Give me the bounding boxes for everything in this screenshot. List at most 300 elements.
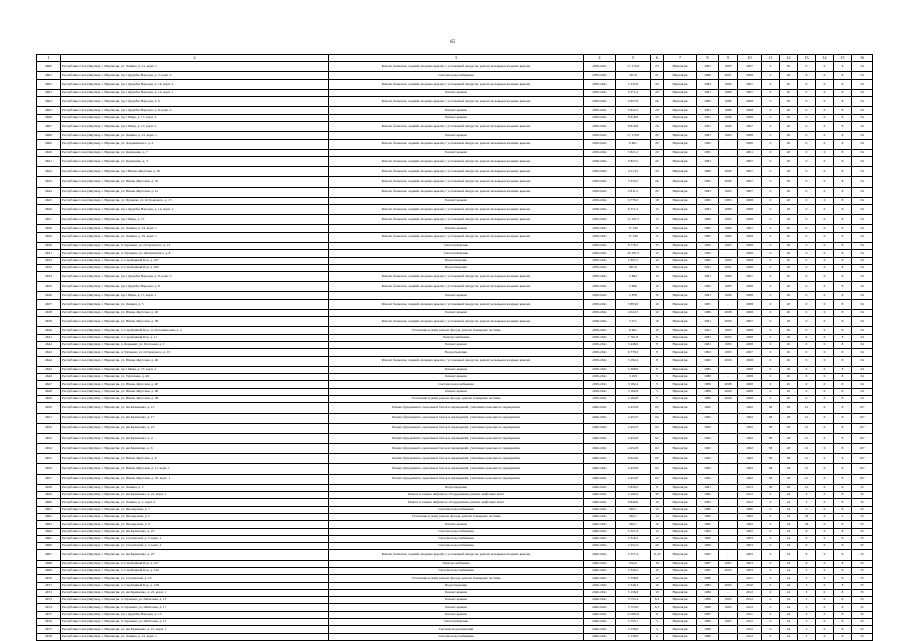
- cell-c11: 0: [762, 177, 780, 187]
- cell-c11: 0: [762, 250, 780, 257]
- cell-work-type: Система водоснабжения: [329, 381, 584, 388]
- cell-year-1: 1986: [719, 107, 738, 114]
- cell-c11: 0: [762, 349, 780, 356]
- cell-year-2: 1962: [738, 464, 762, 474]
- cell-c15: 8: [834, 317, 852, 327]
- cell-address: Республика Саха (Якутия), г. Нерюнгри, ул. Ленина, д. 21, корп. 1: [61, 62, 329, 72]
- cell-period: 2040-2041: [584, 535, 616, 542]
- cell-c15: 8: [834, 299, 852, 309]
- cell-municipality: Нерюнгри: [664, 433, 697, 443]
- cell-period: 2039-2041: [584, 97, 616, 107]
- cell-c14: 0: [816, 604, 834, 611]
- cell-area: 3 182,4: [616, 356, 651, 366]
- cell-address: Республика Саха (Якутия), г. Нерюнгри, ул. Строителей, д. 5, корп. 1: [61, 535, 329, 542]
- cell-c14: 0: [816, 122, 834, 132]
- cell-c15: 8: [834, 107, 852, 114]
- table-row: [37, 264, 873, 271]
- cell-c11: 0: [762, 225, 780, 232]
- cell-year-1: -: [719, 575, 738, 582]
- cell-c11: 0: [762, 292, 780, 299]
- cell-wear: 20: [651, 132, 664, 139]
- cell-c16: 107: [852, 413, 873, 423]
- cell-c11: 0: [762, 626, 780, 633]
- cell-c11: 0: [762, 264, 780, 271]
- cell-year-1: -: [719, 366, 738, 373]
- cell-c15: 8: [834, 484, 852, 491]
- cell-c12: 20: [780, 197, 798, 204]
- cell-c13: 0: [798, 215, 816, 225]
- cell-work-type: Ремонт крыши: [329, 309, 584, 316]
- cell-row-number: 4670: [37, 575, 61, 582]
- cell-c14: 0: [816, 342, 834, 349]
- cell-c16: 34: [852, 334, 873, 341]
- cell-c16: 34: [852, 149, 873, 156]
- cell-year-1: 1985: [719, 79, 738, 89]
- cell-c11: 0: [762, 187, 780, 197]
- cell-year-built: 1985: [697, 582, 719, 589]
- cell-year-1: 1993: [719, 604, 738, 611]
- cell-c15: 8: [834, 575, 852, 582]
- cell-c14: 0: [816, 242, 834, 249]
- cell-address: Республика Саха (Якутия), г. Нерюнгри, ул. Строителей, д. 3, корп. 2: [61, 543, 329, 550]
- cell-c12: 20: [780, 89, 798, 96]
- table-row: [37, 413, 873, 423]
- cell-c13: 0: [798, 167, 816, 177]
- cell-year-2: 2007: [738, 349, 762, 356]
- cell-c14: 0: [816, 633, 834, 640]
- cell-period: 2040-2041: [584, 423, 616, 433]
- cell-municipality: Нерюнгри: [664, 79, 697, 89]
- cell-year-1: 1995: [719, 215, 738, 225]
- cell-c15: 8: [834, 272, 852, 282]
- table-row: [37, 597, 873, 604]
- cell-c12: 26: [780, 205, 798, 215]
- cell-address: Республика Саха (Якутия), г. Нерюнгри, ул. Ленина, д. 21, корп. 1: [61, 132, 329, 139]
- cell-work-type: Ремонт фундамента, цокольных балок и перекрытий, утепление цокольного перекрытия: [329, 403, 584, 413]
- table-row: [37, 79, 873, 89]
- cell-address: Республика Саха (Якутия), г. Нерюнгри, ул. Южно-Якутская, д. 48: [61, 388, 329, 395]
- cell-c13: 0: [798, 232, 816, 242]
- cell-year-2: 2008: [738, 114, 762, 121]
- cell-municipality: Нерюнгри: [664, 157, 697, 167]
- cell-row-number: 4624: [37, 187, 61, 197]
- cell-period: 2039-2041: [584, 167, 616, 177]
- column-header: 7: [664, 55, 697, 62]
- cell-c16: 35: [852, 575, 873, 582]
- cell-c12: 24: [780, 499, 798, 506]
- cell-c16: 34: [852, 374, 873, 381]
- cell-period: 2039-2041: [584, 396, 616, 403]
- cell-work-type: Ремонт балконов, лоджий, входных крылец с установкой пандусов, ремонт козырьков входных крылец: [329, 282, 584, 292]
- cell-period: 2039-2041: [584, 72, 616, 79]
- cell-area: 5 357,4: [616, 550, 651, 560]
- cell-municipality: Нерюнгри: [664, 292, 697, 299]
- cell-c15: 8: [834, 413, 852, 423]
- cell-c15: 8: [834, 149, 852, 156]
- cell-area: 3 182,8: [616, 388, 651, 395]
- cell-work-type: Ремонт фундамента, цокольных балок и перекрытий, утепление цокольного перекрытия: [329, 454, 584, 464]
- cell-period: 2040-2041: [584, 444, 616, 454]
- cell-area: 17 240: [616, 225, 651, 232]
- cell-c13: 18: [798, 521, 816, 528]
- cell-area: 5 825,5: [616, 157, 651, 167]
- cell-work-type: Утепление и (или) ремонт фасада, ремонт пожарных лестниц: [329, 575, 584, 582]
- cell-c11: 0: [762, 396, 780, 403]
- cell-work-type: Ремонт балконов, лоджий, входных крылец с установкой пандусов, ремонт козырьков входных крылец: [329, 79, 584, 89]
- cell-c15: 8: [834, 374, 852, 381]
- cell-period: 2040-2041: [584, 474, 616, 484]
- cell-c13: 3: [798, 633, 816, 640]
- cell-period: 2039-2041: [584, 79, 616, 89]
- cell-year-built: 1992: [697, 139, 719, 149]
- cell-address: Республика Саха (Якутия), г. Нерюнгри, ул. Южно-Якутская, д. 38: [61, 317, 329, 327]
- cell-municipality: Нерюнгри: [664, 257, 697, 264]
- cell-municipality: Нерюнгри: [664, 232, 697, 242]
- cell-c11: 58: [762, 474, 780, 484]
- cell-c16: 35: [852, 535, 873, 542]
- table-row: [37, 521, 873, 528]
- cell-work-type: Ремонт балконов, лоджий, входных крылец с установкой пандусов, ремонт козырьков входных крылец: [329, 299, 584, 309]
- cell-year-1: -: [719, 626, 738, 633]
- cell-row-number: 4657: [37, 474, 61, 484]
- table-row: [37, 72, 873, 79]
- cell-year-1: -: [719, 474, 738, 484]
- cell-c11: 0: [762, 197, 780, 204]
- cell-row-number: 4600: [37, 62, 61, 72]
- cell-year-2: 2008: [738, 215, 762, 225]
- cell-c11: 0: [762, 388, 780, 395]
- cell-c14: 0: [816, 444, 834, 454]
- cell-period: 2040-2041: [584, 433, 616, 443]
- cell-year-1: 1983: [719, 342, 738, 349]
- cell-municipality: Нерюнгри: [664, 514, 697, 521]
- cell-year-1: 1993: [719, 349, 738, 356]
- cell-c14: 0: [816, 396, 834, 403]
- cell-area: 962,7: [616, 521, 651, 528]
- cell-municipality: Нерюнгри: [664, 132, 697, 139]
- cell-wear: 12: [651, 528, 664, 535]
- cell-address: Республика Саха (Якутия), г. Нерюнгри, ул. им Кравченко, д. 19: [61, 423, 329, 433]
- cell-municipality: Нерюнгри: [664, 327, 697, 334]
- cell-work-type: Ремонт балконов, лоджий, входных крылец с установкой пандусов, ремонт козырьков входных крылец: [329, 62, 584, 72]
- cell-c13: 3: [798, 567, 816, 574]
- cell-address: Республика Саха (Якутия), г. Нерюнгри, ул. им Кравченко, д. 6: [61, 444, 329, 454]
- cell-c13: 0: [798, 388, 816, 395]
- cell-c14: 0: [816, 560, 834, 567]
- cell-c15: 8: [834, 334, 852, 341]
- cell-wear: 20: [651, 157, 664, 167]
- table-row: [37, 535, 873, 542]
- cell-area: 932,6: [616, 560, 651, 567]
- cell-c11: 58: [762, 454, 780, 464]
- cell-period: 2039-2041: [584, 215, 616, 225]
- cell-c12: 20: [780, 167, 798, 177]
- cell-work-type: Ремонт крыши: [329, 388, 584, 395]
- cell-year-1: 1986: [719, 89, 738, 96]
- cell-period: 2040-2041: [584, 575, 616, 582]
- cell-work-type: Ремонт балконов, лоджий, входных крылец с установкой пандусов, ремонт козырьков входных крылец: [329, 177, 584, 187]
- cell-year-built: 1989: [697, 604, 719, 611]
- cell-address: Республика Саха (Якутия), г. Нерюнгри, ул. Южно-Якутская, д. 8: [61, 454, 329, 464]
- cell-area: 4 452,8: [616, 433, 651, 443]
- cell-area: 2 316,5: [616, 535, 651, 542]
- cell-c11: 58: [762, 464, 780, 474]
- table-row: [37, 633, 873, 640]
- cell-c13: 0: [798, 242, 816, 249]
- cell-c15: 8: [834, 114, 852, 121]
- cell-municipality: Нерюнгри: [664, 205, 697, 215]
- cell-c12: 24: [780, 567, 798, 574]
- cell-wear: 62: [651, 474, 664, 484]
- cell-work-type: Система водоснабжения: [329, 72, 584, 79]
- cell-area: 962,7: [616, 514, 651, 521]
- cell-c16: 34: [852, 366, 873, 373]
- cell-c16: 34: [852, 177, 873, 187]
- cell-municipality: Нерюнгри: [664, 521, 697, 528]
- cell-wear: 10: [651, 327, 664, 334]
- cell-municipality: Нерюнгри: [664, 388, 697, 395]
- cell-c11: 0: [762, 299, 780, 309]
- page-number: 65: [450, 40, 455, 45]
- cell-c13: 3: [798, 604, 816, 611]
- cell-year-1: -: [719, 299, 738, 309]
- cell-c12: 24: [780, 626, 798, 633]
- cell-area: 3 335,5: [616, 177, 651, 187]
- cell-c11: 0: [762, 232, 780, 242]
- cell-address: Республика Саха (Якутия), г. Нерюнгри, ул. им Кравченко, д. 23: [61, 528, 329, 535]
- cell-wear: 10: [651, 272, 664, 282]
- table-row: [37, 205, 873, 215]
- cell-wear: 5: [651, 381, 664, 388]
- cell-year-1: -: [719, 423, 738, 433]
- cell-c11: 0: [762, 79, 780, 89]
- cell-c16: 35: [852, 582, 873, 589]
- cell-row-number: 4653: [37, 433, 61, 443]
- cell-year-built: 1981: [697, 62, 719, 72]
- table-row: [37, 575, 873, 582]
- cell-c14: 0: [816, 423, 834, 433]
- cell-c16: 34: [852, 232, 873, 242]
- cell-c14: 0: [816, 139, 834, 149]
- cell-c14: 0: [816, 506, 834, 513]
- cell-year-2: 1962: [738, 433, 762, 443]
- cell-c16: 35: [852, 626, 873, 633]
- table-row: [37, 107, 873, 114]
- cell-c15: 8: [834, 550, 852, 560]
- cell-municipality: Нерюнгри: [664, 215, 697, 225]
- cell-work-type: Ремонт и замена лифтового оборудования, ремонт лифтовых шахт: [329, 492, 584, 499]
- cell-municipality: Нерюнгри: [664, 597, 697, 604]
- table-row: [37, 619, 873, 626]
- cell-c15: 8: [834, 582, 852, 589]
- cell-c13: 0: [798, 317, 816, 327]
- cell-area: 5 327,4: [616, 528, 651, 535]
- cell-row-number: 4604: [37, 97, 61, 107]
- cell-c11: 0: [762, 122, 780, 132]
- cell-address: Республика Саха (Якутия), г. Нерюнгри, пр-т Мира, д. 17, корп. 1: [61, 292, 329, 299]
- column-header: 15: [834, 55, 852, 62]
- cell-c15: 8: [834, 589, 852, 596]
- cell-c15: 8: [834, 62, 852, 72]
- cell-year-2: 2007: [738, 89, 762, 96]
- cell-c11: 0: [762, 381, 780, 388]
- table-row: [37, 396, 873, 403]
- cell-c11: 0: [762, 535, 780, 542]
- cell-year-built: 1988: [697, 374, 719, 381]
- cell-c14: 0: [816, 499, 834, 506]
- cell-c16: 35: [852, 611, 873, 618]
- cell-period: 2039-2041: [584, 264, 616, 271]
- cell-wear: 14: [651, 514, 664, 521]
- cell-c11: 0: [762, 604, 780, 611]
- table-row: [37, 474, 873, 484]
- cell-c13: 3: [798, 619, 816, 626]
- cell-municipality: Нерюнгри: [664, 167, 697, 177]
- cell-c16: 35: [852, 514, 873, 521]
- capital-repair-schedule-table: [36, 54, 873, 641]
- cell-c13: 0: [798, 356, 816, 366]
- column-header: 8: [697, 55, 719, 62]
- cell-row-number: 4602: [37, 79, 61, 89]
- cell-c16: 107: [852, 403, 873, 413]
- cell-municipality: Нерюнгри: [664, 122, 697, 132]
- cell-wear: 10: [651, 257, 664, 264]
- table-row: [37, 356, 873, 366]
- cell-address: Республика Саха (Якутия), г. Нерюнгри, п. Чульман, ул. Островского, д. 15: [61, 242, 329, 249]
- cell-period: 2039-2041: [584, 205, 616, 215]
- cell-period: 2039-2041: [584, 342, 616, 349]
- cell-c16: 34: [852, 381, 873, 388]
- cell-year-1: -: [719, 550, 738, 560]
- cell-wear: 8: [651, 342, 664, 349]
- cell-year-1: 2006: [719, 356, 738, 366]
- cell-municipality: Нерюнгри: [664, 374, 697, 381]
- cell-row-number: 4677: [37, 626, 61, 633]
- cell-year-2: 2008: [738, 282, 762, 292]
- cell-wear: 10: [651, 309, 664, 316]
- cell-c11: 0: [762, 114, 780, 121]
- cell-year-2: 2008: [738, 374, 762, 381]
- cell-c11: 0: [762, 282, 780, 292]
- cell-c16: 34: [852, 97, 873, 107]
- cell-work-type: Ремонт балконов, лоджий, входных крылец с установкой пандусов, ремонт козырьков входных крылец: [329, 139, 584, 149]
- cell-c15: 8: [834, 242, 852, 249]
- cell-row-number: 4627: [37, 215, 61, 225]
- cell-c11: 0: [762, 139, 780, 149]
- cell-c11: 0: [762, 514, 780, 521]
- cell-c15: 8: [834, 454, 852, 464]
- cell-c13: 21: [798, 433, 816, 443]
- cell-c11: 0: [762, 342, 780, 349]
- cell-area: 2 811,5: [616, 187, 651, 197]
- cell-c13: 3: [798, 626, 816, 633]
- cell-c16: 34: [852, 242, 873, 249]
- cell-period: 2039-2041: [584, 114, 616, 121]
- cell-address: Республика Саха (Якутия), г. Нерюнгри, п. Чульман, ул. Островского, д. 15: [61, 349, 329, 356]
- cell-c14: 0: [816, 107, 834, 114]
- cell-year-built: 1993: [697, 528, 719, 535]
- table-row: [37, 299, 873, 309]
- cell-c14: 0: [816, 157, 834, 167]
- column-header: 13: [798, 55, 816, 62]
- cell-address: Республика Саха (Якутия), г. Нерюнгри, ул. Южно-Якутская, д. 48: [61, 396, 329, 403]
- cell-c12: 20: [780, 232, 798, 242]
- cell-c12: 20: [780, 187, 798, 197]
- cell-c14: 0: [816, 79, 834, 89]
- cell-year-1: 1991: [719, 264, 738, 271]
- cell-year-1: 1983: [719, 257, 738, 264]
- cell-c12: 20: [780, 177, 798, 187]
- cell-c15: 8: [834, 521, 852, 528]
- cell-address: Республика Саха (Якутия), г. Нерюнгри, пр-т Дружбы Народов, д. 5, корп. 2: [61, 72, 329, 79]
- cell-wear: 15: [651, 225, 664, 232]
- cell-municipality: Нерюнгри: [664, 107, 697, 114]
- cell-c12: 20: [780, 272, 798, 282]
- cell-c12: 20: [780, 349, 798, 356]
- cell-c13: 0: [798, 157, 816, 167]
- cell-year-2: 2010: [738, 582, 762, 589]
- cell-wear: 5: [651, 626, 664, 633]
- cell-year-2: 2007: [738, 122, 762, 132]
- cell-municipality: Нерюнгри: [664, 282, 697, 292]
- cell-c13: 0: [798, 381, 816, 388]
- cell-municipality: Нерюнгри: [664, 474, 697, 484]
- cell-period: 2040-2041: [584, 403, 616, 413]
- table-row: [37, 242, 873, 249]
- cell-c14: 0: [816, 543, 834, 550]
- cell-c11: 0: [762, 167, 780, 177]
- cell-c14: 0: [816, 317, 834, 327]
- cell-c13: 21: [798, 403, 816, 413]
- cell-work-type: Утепление и (или) ремонт фасада, ремонт пожарных лестниц: [329, 396, 584, 403]
- cell-c11: 0: [762, 528, 780, 535]
- cell-year-1: -: [719, 250, 738, 257]
- cell-c14: 0: [816, 257, 834, 264]
- cell-c12: 28: [780, 454, 798, 464]
- cell-c12: 24: [780, 582, 798, 589]
- cell-year-2: 2008: [738, 72, 762, 79]
- table-row: [37, 604, 873, 611]
- cell-work-type: Ремонт крыши: [329, 132, 584, 139]
- cell-year-1: 2005: [719, 582, 738, 589]
- cell-period: 2039-2041: [584, 232, 616, 242]
- cell-c14: 0: [816, 62, 834, 72]
- cell-row-number: 4629: [37, 232, 61, 242]
- cell-c11: 0: [762, 611, 780, 618]
- cell-row-number: 4668: [37, 560, 61, 567]
- cell-address: Республика Саха (Якутия), г. Нерюнгри, пр-т Дружбы Народов, д. 8, корп. 2: [61, 272, 329, 282]
- cell-address: Республика Саха (Якутия), г. Нерюнгри, ул. Кравченко, д. 3: [61, 157, 329, 167]
- cell-wear: 8: [651, 356, 664, 366]
- cell-year-2: 2008: [738, 381, 762, 388]
- cell-year-1: -: [719, 433, 738, 443]
- cell-c16: 35: [852, 589, 873, 596]
- cell-c14: 0: [816, 149, 834, 156]
- cell-c15: 8: [834, 560, 852, 567]
- cell-work-type: Электроснабжение: [329, 560, 584, 567]
- cell-c13: 6: [798, 334, 816, 341]
- cell-year-1: 2005: [719, 567, 738, 574]
- cell-c11: 58: [762, 413, 780, 423]
- cell-address: Республика Саха (Якутия), г. Нерюнгри, п. Серебряный Бор, д. 107: [61, 257, 329, 264]
- cell-c14: 0: [816, 177, 834, 187]
- cell-c16: 35: [852, 550, 873, 560]
- cell-period: 2039-2041: [584, 272, 616, 282]
- cell-year-2: 2012: [738, 626, 762, 633]
- cell-year-1: 1996: [719, 292, 738, 299]
- cell-year-1: 2006: [719, 396, 738, 403]
- cell-year-built: 1989: [697, 309, 719, 316]
